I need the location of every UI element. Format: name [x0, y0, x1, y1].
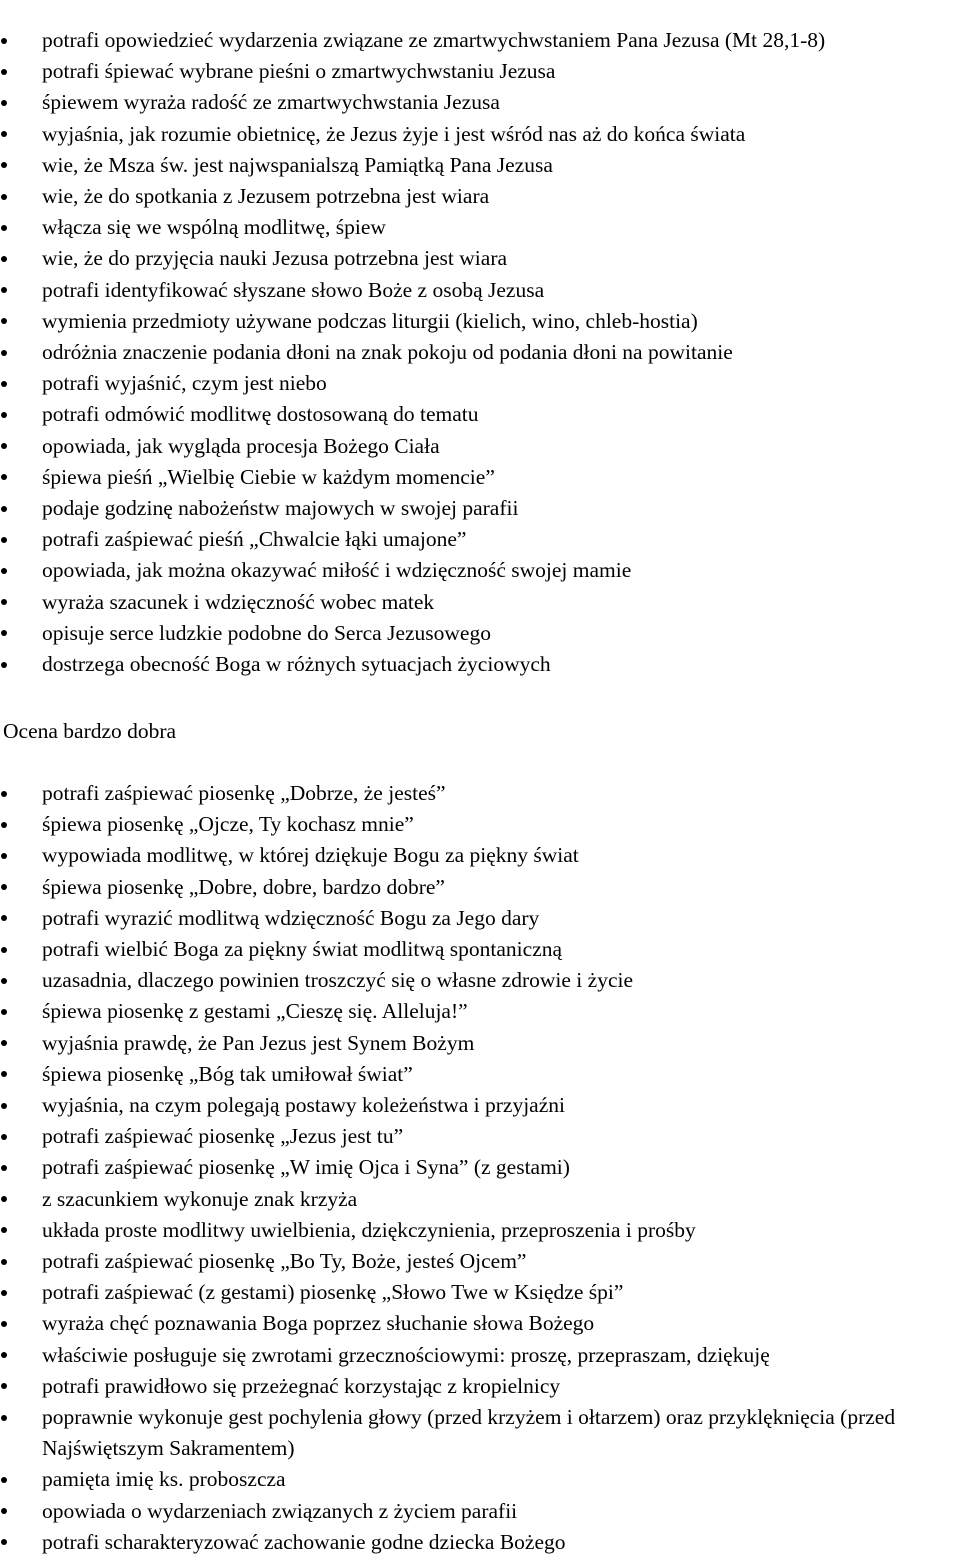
- list-item: poprawnie wykonuje gest pochylenia głowy (przed krzyżem i ołtarzem) oraz przyklęknięcia (przed Najświętszym Sakramentem): [0, 1402, 960, 1464]
- list-item: opisuje serce ludzkie podobne do Serca Jezusowego: [0, 618, 960, 649]
- list-item: pamięta imię ks. proboszcza: [0, 1464, 960, 1495]
- list-item: potrafi zaśpiewać piosenkę „Jezus jest tu”: [0, 1121, 960, 1152]
- list-item: śpiewem wyraża radość ze zmartwychwstania Jezusa: [0, 87, 960, 118]
- list-item: potrafi zaśpiewać piosenkę „Bo Ty, Boże, jesteś Ojcem”: [0, 1246, 960, 1277]
- list-item: potrafi śpiewać wybrane pieśni o zmartwychwstaniu Jezusa: [0, 56, 960, 87]
- list-item: wyjaśnia, jak rozumie obietnicę, że Jezus żyje i jest wśród nas aż do końca świata: [0, 119, 960, 150]
- list-item: układa proste modlitwy uwielbienia, dziękczynienia, przeproszenia i prośby: [0, 1215, 960, 1246]
- list-item: odróżnia znaczenie podania dłoni na znak pokoju od podania dłoni na powitanie: [0, 337, 960, 368]
- list-item: śpiewa piosenkę „Ojcze, Ty kochasz mnie”: [0, 809, 960, 840]
- list-item: wyraża szacunek i wdzięczność wobec matek: [0, 587, 960, 618]
- list-item: potrafi zaśpiewać (z gestami) piosenkę „Słowo Twe w Księdze śpi”: [0, 1277, 960, 1308]
- list-item: potrafi wyjaśnić, czym jest niebo: [0, 368, 960, 399]
- list-item: wyjaśnia prawdę, że Pan Jezus jest Synem Bożym: [0, 1028, 960, 1059]
- list-item: właściwie posługuje się zwrotami grzecznościowymi: proszę, przepraszam, dziękuję: [0, 1340, 960, 1371]
- list-item: dostrzega obecność Boga w różnych sytuacjach życiowych: [0, 649, 960, 680]
- requirements-list-2: [0, 778, 960, 1558]
- list-item: śpiewa piosenkę z gestami „Cieszę się. Alleluja!”: [0, 996, 960, 1027]
- list-item: potrafi prawidłowo się przeżegnać korzystając z kropielnicy: [0, 1371, 960, 1402]
- list-item: śpiewa piosenkę „Bóg tak umiłował świat”: [0, 1059, 960, 1090]
- list-item: potrafi opowiedzieć wydarzenia związane ze zmartwychwstaniem Pana Jezusa (Mt 28,1-8): [0, 25, 960, 56]
- list-item: wyjaśnia, na czym polegają postawy koleżeństwa i przyjaźni: [0, 1090, 960, 1121]
- list-item: wie, że Msza św. jest najwspanialszą Pamiątką Pana Jezusa: [0, 150, 960, 181]
- list-item: wyraża chęć poznawania Boga poprzez słuchanie słowa Bożego: [0, 1308, 960, 1339]
- list-item: śpiewa piosenkę „Dobre, dobre, bardzo dobre”: [0, 872, 960, 903]
- list-item: podaje godzinę nabożeństw majowych w swojej parafii: [0, 493, 960, 524]
- list-item: potrafi wielbić Boga za piękny świat modlitwą spontaniczną: [0, 934, 960, 965]
- list-item: potrafi identyfikować słyszane słowo Boże z osobą Jezusa: [0, 275, 960, 306]
- list-item: śpiewa pieśń „Wielbię Ciebie w każdym momencie”: [0, 462, 960, 493]
- section-heading: Ocena bardzo dobra: [3, 719, 177, 743]
- list-item: opowiada, jak wygląda procesja Bożego Ciała: [0, 431, 960, 462]
- list-item: wie, że do przyjęcia nauki Jezusa potrzebna jest wiara: [0, 243, 960, 274]
- list-item: opowiada o wydarzeniach związanych z życiem parafii: [0, 1496, 960, 1527]
- list-item: wie, że do spotkania z Jezusem potrzebna jest wiara: [0, 181, 960, 212]
- list-item: wymienia przedmioty używane podczas liturgii (kielich, wino, chleb-hostia): [0, 306, 960, 337]
- list-item: włącza się we wspólną modlitwę, śpiew: [0, 212, 960, 243]
- list-item: opowiada, jak można okazywać miłość i wdzięczność swojej mamie: [0, 555, 960, 586]
- list-item: potrafi wyrazić modlitwą wdzięczność Bogu za Jego dary: [0, 903, 960, 934]
- list-item: potrafi zaśpiewać piosenkę „Dobrze, że jesteś”: [0, 778, 960, 809]
- list-item: z szacunkiem wykonuje znak krzyża: [0, 1184, 960, 1215]
- list-item: uzasadnia, dlaczego powinien troszczyć się o własne zdrowie i życie: [0, 965, 960, 996]
- list-item: potrafi odmówić modlitwę dostosowaną do tematu: [0, 399, 960, 430]
- list-item: potrafi scharakteryzować zachowanie godne dziecka Bożego: [0, 1527, 960, 1558]
- list-item: potrafi zaśpiewać piosenkę „W imię Ojca i Syna” (z gestami): [0, 1152, 960, 1183]
- list-item: wypowiada modlitwę, w której dziękuje Bogu za piękny świat: [0, 840, 960, 871]
- list-item: potrafi zaśpiewać pieśń „Chwalcie łąki umajone”: [0, 524, 960, 555]
- requirements-list-1: [0, 25, 960, 680]
